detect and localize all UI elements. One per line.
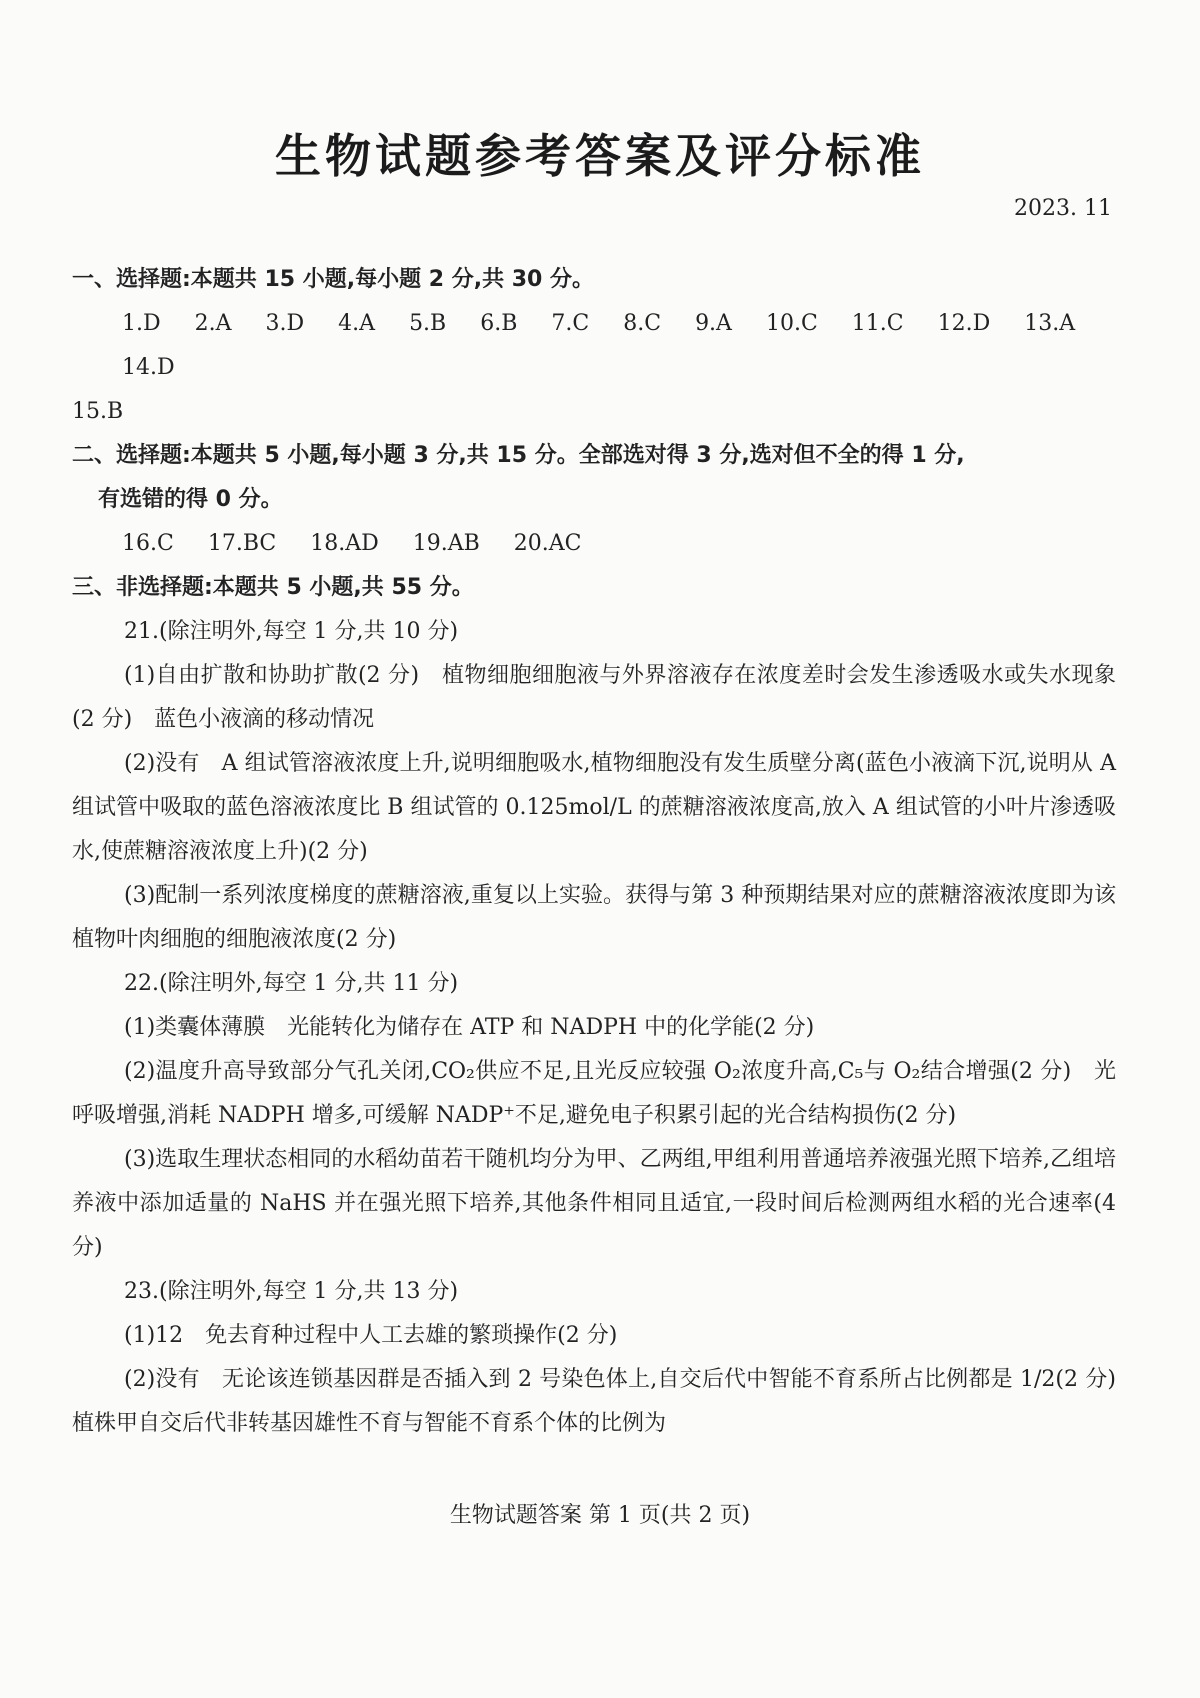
section2-answers: [72, 522, 1116, 566]
document-date: 2023. 11: [1014, 196, 1112, 221]
section1-answers: [72, 302, 1116, 390]
document-title: 生物试题参考答案及评分标准: [275, 129, 925, 183]
answer-item: 13.A: [1024, 311, 1076, 336]
answer-item: 15.B: [72, 399, 124, 424]
question-23-head: 23.(除注明外,每空 1 分,共 13 分): [124, 1279, 459, 1304]
section2-heading: [72, 434, 1116, 522]
answer-item: 19.AB: [412, 531, 480, 556]
answer-item: 3.D: [265, 311, 305, 336]
question-22-part3: (3)选取生理状态相同的水稻幼苗若干随机均分为甲、乙两组,甲组利用普通培养液强光照下培养,乙组培养液中添加适量的 NaHS 并在强光照下培养,其他条件相同且适宜,一段时间后检测两组水稻的光合速率(4 分): [72, 1147, 1116, 1260]
answer-item: 10.C: [765, 311, 818, 336]
question-22-part2: (2)温度升高导致部分气孔关闭,CO₂供应不足,且光反应较强 O₂浓度升高,C₅与 O₂结合增强(2 分) 光呼吸增强,消耗 NADPH 增多,可缓解 NADP⁺不足,避免电子积累引起的光合结构损伤(2 分): [72, 1059, 1116, 1128]
answer-item: 20.AC: [513, 531, 582, 556]
question-21-part2: (2)没有 A 组试管溶液浓度上升,说明细胞吸水,植物细胞没有发生质壁分离(蓝色小液滴下沉,说明从 A 组试管中吸取的蓝色溶液浓度比 B 组试管的 0.125mol/L 的蔗糖溶液浓度高,放入 A 组试管的小叶片渗透吸水,使蔗糖溶液浓度上升)(2 分): [72, 751, 1116, 864]
question-22-part1: (1)类囊体薄膜 光能转化为储存在 ATP 和 NADPH 中的化学能(2 分): [124, 1015, 815, 1040]
section1-heading: 一、选择题:本题共 15 小题,每小题 2 分,共 30 分。: [72, 267, 595, 292]
answer-item: 12.D: [937, 311, 991, 336]
answer-item: 2.A: [194, 311, 232, 336]
answer-item: 7.C: [551, 311, 590, 336]
answer-item: 9.A: [695, 311, 732, 336]
question-21-head: 21.(除注明外,每空 1 分,共 10 分): [124, 619, 459, 644]
document-body: [72, 258, 1139, 1446]
answer-item: 1.D: [122, 311, 161, 336]
answer-item: 14.D: [122, 355, 175, 380]
question-21-part1: (1)自由扩散和协助扩散(2 分) 植物细胞细胞液与外界溶液存在浓度差时会发生渗透吸水或失水现象(2 分) 蓝色小液滴的移动情况: [72, 663, 1116, 732]
answer-item: 5.B: [409, 311, 447, 336]
page-footer: 生物试题答案 第 1 页(共 2 页): [449, 1503, 751, 1528]
section2-heading-line1: 二、选择题:本题共 5 小题,每小题 3 分,共 15 分。全部选对得 3 分,选对但不全的得 1 分,: [72, 443, 965, 468]
question-21-part3: (3)配制一系列浓度梯度的蔗糖溶液,重复以上实验。获得与第 3 种预期结果对应的蔗糖溶液浓度即为该植物叶肉细胞的细胞液浓度(2 分): [72, 883, 1116, 952]
answer-item: 4.A: [338, 311, 376, 336]
question-23-part1: (1)12 免去育种过程中人工去雄的繁琐操作(2 分): [124, 1323, 618, 1348]
answer-item: 17.BC: [207, 531, 277, 556]
answer-item: 6.B: [480, 311, 518, 336]
answer-item: 8.C: [623, 311, 662, 336]
section3-heading: 三、非选择题:本题共 5 小题,共 55 分。: [72, 575, 474, 600]
answer-item: 11.C: [851, 311, 904, 336]
section2-heading-line2: 有选错的得 0 分。: [98, 487, 283, 512]
question-22-head: 22.(除注明外,每空 1 分,共 11 分): [124, 971, 459, 996]
question-23-part2: (2)没有 无论该连锁基因群是否插入到 2 号染色体上,自交后代中智能不育系所占比例都是 1/2(2 分) 植株甲自交后代非转基因雄性不育与智能不育系个体的比例为: [72, 1367, 1139, 1436]
answer-item: 18.AD: [310, 531, 379, 556]
answer-item: 16.C: [122, 531, 174, 556]
